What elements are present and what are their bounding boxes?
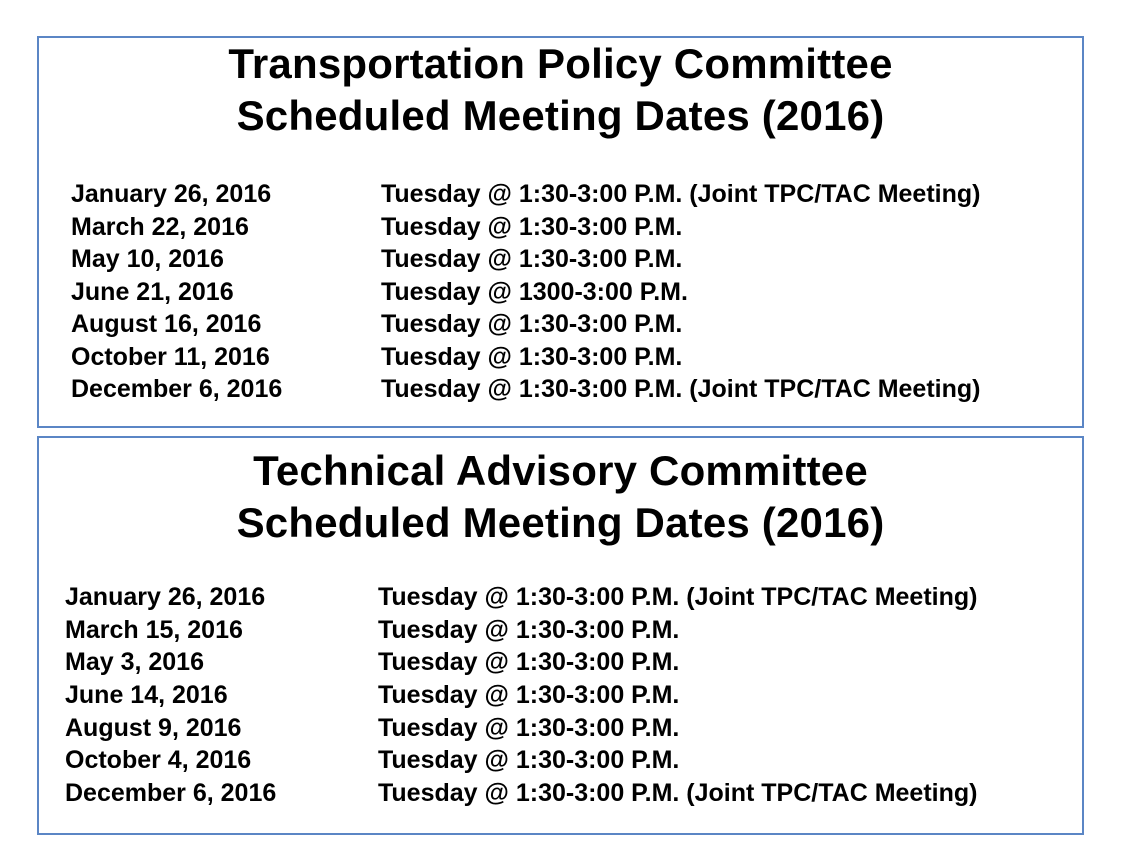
tac-meeting-row [39, 777, 1082, 810]
tpc-meeting-row [39, 243, 1082, 276]
meeting-date: October 4, 2016 [65, 746, 252, 775]
meeting-time: Tuesday @ 1:30-3:00 P.M. [378, 615, 680, 644]
meeting-time: Tuesday @ 1:30-3:00 P.M. (Joint TPC/TAC Meeting) [381, 180, 981, 208]
meeting-time: Tuesday @ 1300-3:00 P.M. [381, 277, 688, 306]
tac-meeting-row [39, 679, 1082, 712]
meeting-date: August 9, 2016 [65, 713, 242, 742]
tpc-meeting-row [39, 308, 1082, 341]
tpc-meeting-row [39, 276, 1082, 309]
meeting-time: Tuesday @ 1:30-3:00 P.M. [381, 342, 683, 371]
tpc-meeting-row [39, 211, 1082, 244]
meeting-time: Tuesday @ 1:30-3:00 P.M. [378, 648, 680, 677]
tpc-title-line1: Transportation Policy Committee [228, 40, 893, 87]
tac-meeting-row [39, 581, 1082, 614]
meeting-date: January 26, 2016 [71, 180, 272, 208]
tac-schedule-panel [37, 436, 1084, 835]
meeting-time: Tuesday @ 1:30-3:00 P.M. [381, 212, 683, 241]
meeting-date: October 11, 2016 [71, 342, 270, 371]
tpc-meeting-list [39, 178, 1082, 406]
tpc-meeting-row [39, 178, 1082, 211]
meeting-date: January 26, 2016 [65, 583, 266, 611]
tac-meeting-list [39, 581, 1082, 810]
tac-meeting-row [39, 744, 1082, 777]
meeting-date: May 10, 2016 [71, 245, 224, 273]
tac-meeting-row [39, 614, 1082, 647]
tac-meeting-row [39, 646, 1082, 679]
tpc-title [39, 38, 1082, 142]
meeting-date: June 14, 2016 [65, 681, 228, 710]
tpc-schedule-panel [37, 36, 1084, 428]
meeting-time: Tuesday @ 1:30-3:00 P.M. [381, 310, 683, 338]
tac-title-line1: Technical Advisory Committee [253, 447, 868, 494]
tpc-meeting-row [39, 373, 1082, 406]
meeting-time: Tuesday @ 1:30-3:00 P.M. (Joint TPC/TAC Meeting) [381, 375, 981, 403]
meeting-time: Tuesday @ 1:30-3:00 P.M. (Joint TPC/TAC Meeting) [378, 779, 978, 808]
meeting-time: Tuesday @ 1:30-3:00 P.M. [378, 713, 680, 742]
meeting-date: March 15, 2016 [65, 615, 243, 644]
meeting-date: August 16, 2016 [71, 310, 262, 338]
meeting-time: Tuesday @ 1:30-3:00 P.M. [378, 681, 680, 710]
meeting-time: Tuesday @ 1:30-3:00 P.M. (Joint TPC/TAC Meeting) [378, 583, 978, 611]
meeting-time: Tuesday @ 1:30-3:00 P.M. [378, 746, 680, 775]
meeting-date: December 6, 2016 [71, 375, 283, 403]
tpc-title-line2: Scheduled Meeting Dates (2016) [236, 92, 885, 139]
meeting-date: December 6, 2016 [65, 779, 277, 808]
tac-meeting-row [39, 712, 1082, 745]
meeting-time: Tuesday @ 1:30-3:00 P.M. [381, 245, 683, 273]
meeting-date: May 3, 2016 [65, 648, 204, 677]
meeting-date: June 21, 2016 [71, 277, 234, 306]
tpc-meeting-row [39, 341, 1082, 374]
tac-title [39, 445, 1082, 549]
meeting-date: March 22, 2016 [71, 212, 249, 241]
tac-title-line2: Scheduled Meeting Dates (2016) [236, 499, 885, 546]
